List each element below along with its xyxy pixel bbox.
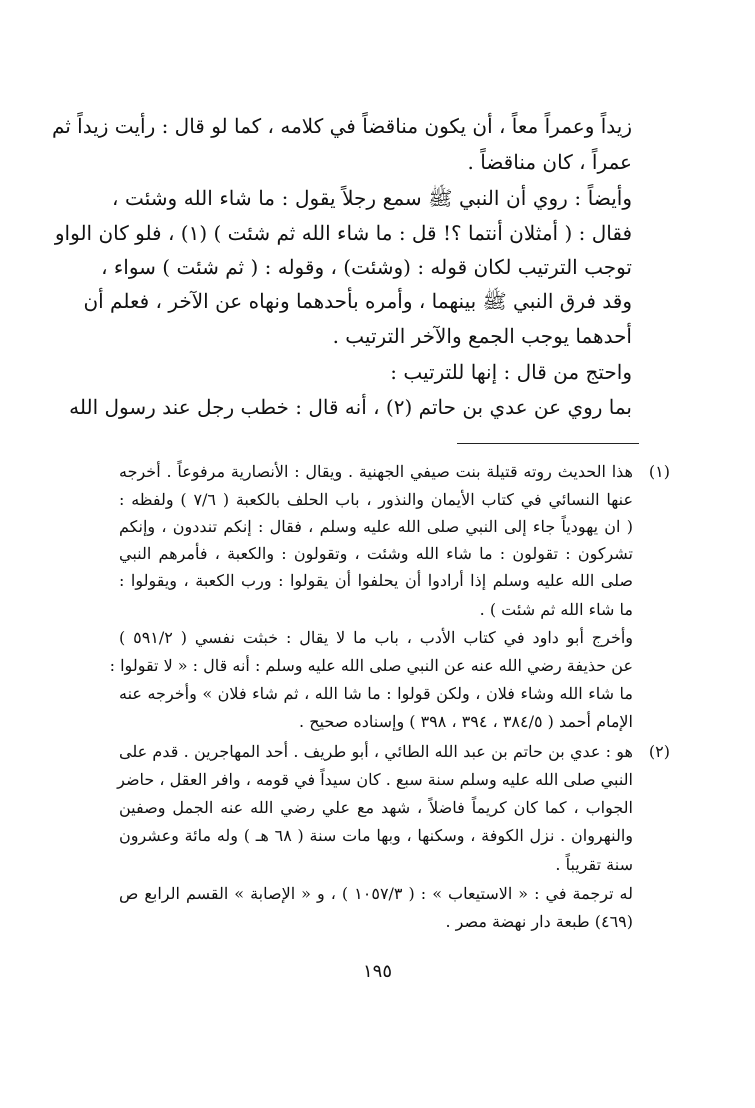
footnote-line: له ترجمة في : « الاستيعاب » : ( ١٠٥٧/٣ ) ، و « الإصابة » القسم الرابع ص (119, 884, 633, 903)
footnote-line: والنهروان . نزل الكوفة ، وسكنها ، وبها مات سنة ( ٦٨ هـ ) وله مائة وعشرون (119, 826, 634, 845)
body-line: بما روي عن عدي بن حاتم (٢) ، أنه قال : خطب رجل عند رسول الله (69, 395, 632, 419)
body-line: فقال : ( أمثلان أنتما ؟! قل : ما شاء الله ثم شئت ) (١) ، فلو كان الواو (54, 221, 632, 245)
footnote-line: (٤٦٩) طبعة دار نهضة مصر . (445, 912, 633, 931)
footnote-line: النبي صلى الله عليه وسلم سنة سبع . كان سيداً في قومه ، وافر العقل ، حاضر (117, 770, 633, 789)
body-line: زيداً وعمراً معاً ، أن يكون مناقضاً في كلامه ، كما لو قال : رأيت زيداً ثم (51, 114, 632, 138)
footnote-line: الإمام أحمد ( ٣٨٤/٥ ، ٣٩٤ ، ٣٩٨ ) وإسناده صحيح . (299, 712, 633, 731)
page-number: ١٩٥ (362, 961, 392, 982)
footnote-marker: (١) (648, 462, 670, 481)
footnote-line: ما شاء الله ثم شئت ) . (479, 600, 633, 619)
body-line: عمراً ، كان مناقضاً . (467, 150, 632, 174)
footnote-line: هو : عدي بن حاتم بن عبد الله الطائي ، أبو طريف . أحد المهاجرين . قدم على (119, 742, 633, 761)
body-line: واحتج من قال : إنها للترتيب : (390, 360, 632, 384)
footnote-line: سنة تقريباً . (555, 855, 633, 874)
footnote-line: هذا الحديث روته قتيلة بنت صيفي الجهنية . ويقال : الأنصارية مرفوعاً . أخرجه (119, 462, 633, 481)
body-line: وأيضاً : روي أن النبي ﷺ سمع رجلاً يقول : ما شاء الله وشئت ، (112, 186, 632, 210)
footnote-line: ما شاء الله وشاء فلان ، ولكن قولوا : ما شا الله ، ثم شاء فلان » وأخرجه عنه (119, 684, 633, 703)
footnote-separator (457, 443, 639, 444)
footnote-line: الجواب ، كما كان كريماً فاضلاً ، شهد مع علي رضي الله عنه الجمل وصفين (119, 798, 633, 817)
footnote-marker: (٢) (648, 742, 670, 761)
body-line: أحدهما يوجب الجمع والآخر الترتيب . (332, 324, 632, 348)
body-line: وقد فرق النبي ﷺ بينهما ، وأمره بأحدهما ونهاه عن الآخر ، فعلم أن (83, 289, 632, 313)
footnote-line: عنها النسائي في كتاب الأيمان والنذور ، باب الحلف بالكعبة ( ٧/٦ ) ولفظه : (119, 490, 633, 509)
footnote-line: تشركون : تقولون : ما شاء الله وشئت ، وتقولون : والكعبة ، فأمرهم النبي (119, 544, 633, 563)
footnote-line: صلى الله عليه وسلم إذا أرادوا أن يحلفوا أن يقولوا : ورب الكعبة ، ويقولوا : (119, 571, 633, 590)
footnote-line: ( ان يهودياً جاء إلى النبي صلى الله عليه وسلم ، فقال : إنكم تنددون ، وإنكم (119, 517, 633, 536)
footnote-line: عن حذيفة رضي الله عنه عن النبي صلى الله عليه وسلم : أنه قال : « لا تقولوا : (109, 656, 633, 675)
body-line: توجب الترتيب لكان قوله : (وشئت) ، وقوله : ( ثم شئت ) سواء ، (101, 255, 632, 279)
footnote-line: وأخرج أبو داود في كتاب الأدب ، باب ما لا يقال : خبثت نفسي ( ٥٩١/٢ ) (119, 628, 634, 647)
